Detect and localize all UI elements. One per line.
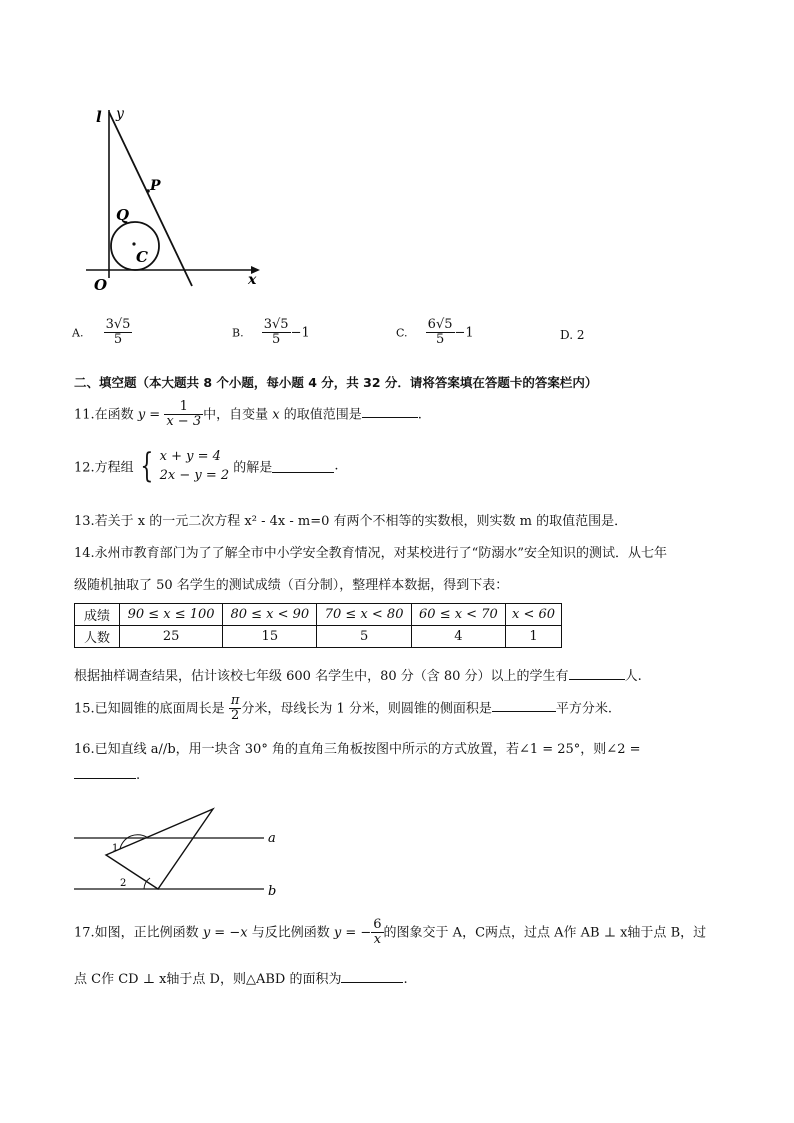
option-c[interactable]: C. $\frac{6√5}{5}$ −1	[396, 317, 474, 348]
table-cell: 5	[317, 626, 411, 648]
table-head-count: 人数	[75, 626, 120, 648]
answer-blank-11[interactable]	[362, 405, 418, 418]
label-angle-2: 2	[120, 878, 127, 889]
equation-brace: {	[140, 446, 154, 486]
question-11: 11.在函数 y = $\frac{1}{x - 3}$ 中，自变量 x 的取值范围是 .	[74, 399, 422, 430]
question-13: 13.若关于 x 的一元二次方程 x² - 4x - m=0 有两个不相等的实数根，则实数 m 的取值范围是．	[74, 514, 628, 529]
label-b: b	[268, 884, 277, 899]
table-cell: 80 ≤ x < 90	[223, 604, 317, 626]
table-cell: 60 ≤ x < 70	[411, 604, 505, 626]
section-heading: 二、填空题（本大题共 8 个小题，每小题 4 分，共 32 分．请将答案填在答题卡的答案栏内）	[74, 375, 598, 390]
center-dot	[132, 242, 135, 245]
table-row	[75, 604, 562, 626]
triangle	[106, 809, 213, 889]
parallel-lines-figure	[68, 800, 288, 910]
answer-blank-16[interactable]	[74, 766, 136, 779]
question-17-line-1: 17.如图，正比例函数 y = −x 与反比例函数 y = − $\frac{6}{x}$ 的图象交于 A，C两点，过点 A作 AB ⊥ x轴于点 B，过	[74, 917, 707, 948]
table-cell: 25	[120, 626, 223, 648]
label-l: l	[96, 108, 102, 126]
question-14-line-1: 14.永州市教育部门为了了解全市中小学安全教育情况，对某校进行了“防溺水”安全知识的测试．从七年	[74, 546, 667, 561]
label-o: O	[94, 276, 108, 294]
label-y: y	[116, 106, 124, 122]
question-17-line-2: 点 C作 CD ⊥ x轴于点 D，则△ABD 的面积为 .	[74, 972, 408, 987]
table-cell: 90 ≤ x ≤ 100	[120, 604, 223, 626]
option-b[interactable]: B. $\frac{3√5}{5}$ −1	[232, 317, 310, 348]
question-12: 12.方程组 { x + y = 4 2x − y = 2 的解是 .	[74, 446, 339, 486]
answer-blank-15[interactable]	[492, 699, 556, 712]
circle-c	[111, 222, 159, 270]
question-14-line-2: 级随机抽取了 50 名学生的测试成绩（百分制），整理样本数据，得到下表：	[74, 578, 509, 593]
table-cell: x < 60	[506, 604, 562, 626]
question-14-line-3: 根据抽样调查结果，估计该校七年级 600 名学生中，80 分（含 80 分）以上的学生有 人.	[74, 669, 642, 684]
option-a[interactable]: A. $\frac{3√5}{5}$	[72, 317, 131, 348]
answer-blank-17[interactable]	[341, 970, 403, 983]
table-cell: 1	[506, 626, 562, 648]
table-head-score: 成绩	[75, 604, 120, 626]
question-15: 15.已知圆锥的底面周长是 $\frac{\pi}{2}$ 分米，母线长为 1 分米，则圆锥的侧面积是 平方分米.	[74, 693, 613, 724]
question-16-line-2: .	[74, 766, 140, 783]
answer-blank-12[interactable]	[272, 460, 334, 473]
circle-tangent-figure	[78, 100, 268, 295]
option-d[interactable]: D. 2	[560, 328, 585, 342]
label-q: Q	[116, 206, 130, 224]
table-row	[75, 626, 562, 648]
score-table	[74, 603, 562, 648]
table-cell: 70 ≤ x < 80	[317, 604, 411, 626]
label-angle-1: 1	[112, 843, 119, 854]
label-p: P	[150, 178, 161, 194]
table-cell: 4	[411, 626, 505, 648]
line-l	[109, 112, 192, 286]
label-a: a	[268, 831, 276, 846]
table-cell: 15	[223, 626, 317, 648]
label-c: C	[136, 248, 148, 266]
question-16-line-1: 16.已知直线 a//b，用一块含 30° 角的直角三角板按图中所示的方式放置，若∠1 = 25°，则∠2 =	[74, 742, 641, 757]
label-x: x	[248, 272, 257, 288]
answer-blank-14[interactable]	[569, 667, 625, 680]
